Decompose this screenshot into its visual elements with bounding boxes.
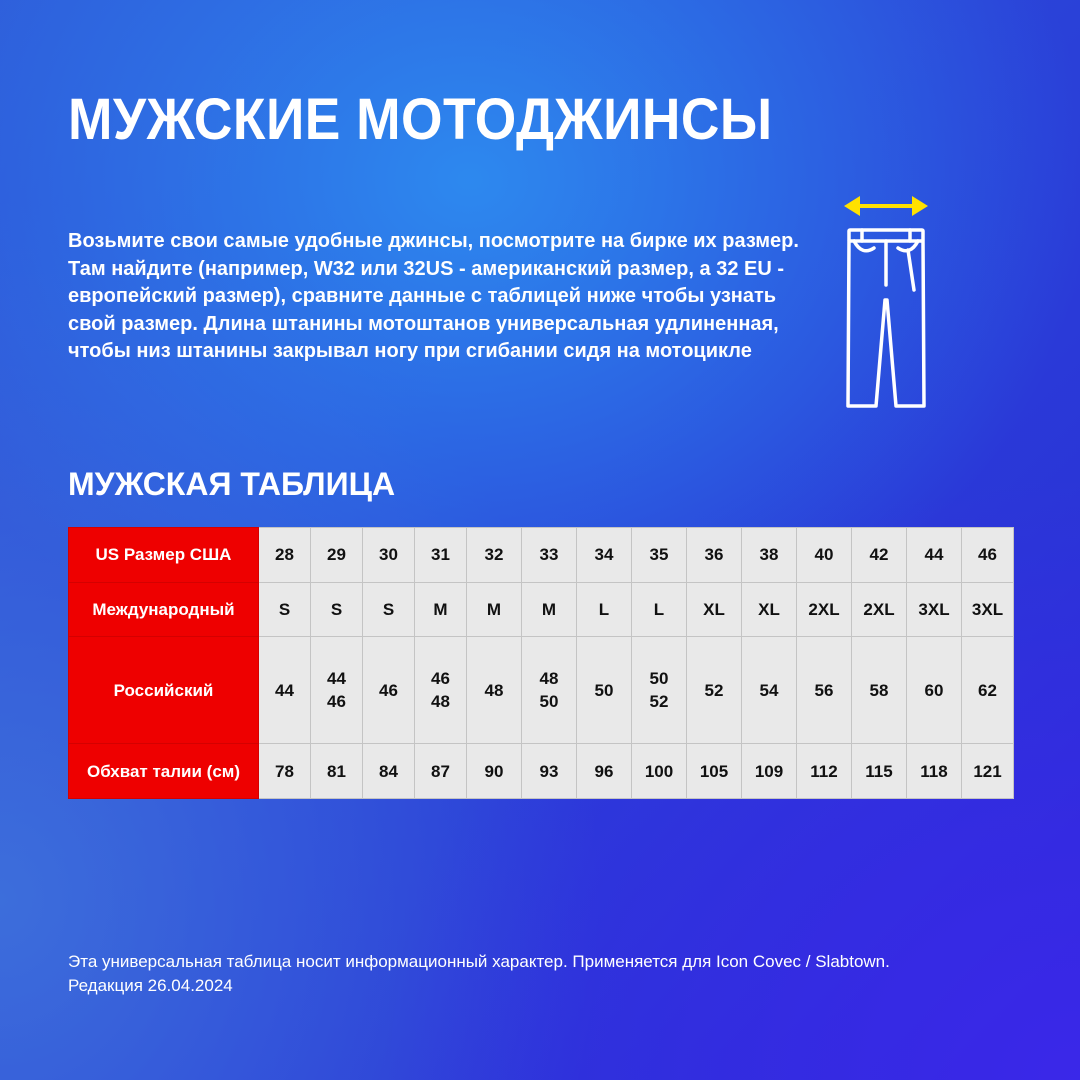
cell-value: 2XL xyxy=(808,599,840,619)
cell-value: 109 xyxy=(754,761,784,781)
cell-value: L xyxy=(598,599,610,619)
row-header: Российский xyxy=(69,637,259,744)
cell-value: 44 xyxy=(275,680,294,700)
table-cell xyxy=(632,744,687,799)
table-cell xyxy=(962,528,1014,583)
table-cell xyxy=(311,637,363,744)
table-cell xyxy=(907,528,962,583)
cell-value: 50 xyxy=(594,680,614,700)
table-cell xyxy=(687,637,742,744)
table-cell xyxy=(742,637,797,744)
table-cell xyxy=(687,744,742,799)
cell-value: 52 xyxy=(704,680,724,700)
table-cell xyxy=(415,637,467,744)
cell-value: 87 xyxy=(431,761,450,781)
table-cell xyxy=(363,528,415,583)
table-cell xyxy=(259,744,311,799)
cell-value: 90 xyxy=(484,761,504,781)
table-cell xyxy=(797,637,852,744)
table-cell xyxy=(259,582,311,637)
cell-value: L xyxy=(653,599,665,619)
table-cell xyxy=(415,582,467,637)
intro-text: Возьмите свои самые удобные джинсы, посмотрите на бирке их размер. Там найдите (например, W32 или 32US - американский размер, а 32 EU - европейский размер), сравните данные с таблицей ниже чтобы узнать свой размер. Длина штанины мотоштанов универсальная удлиненная, чтобы низ штанины закрывал ногу при сгибании сидя на мотоцикле xyxy=(68,230,799,362)
table-cell xyxy=(259,528,311,583)
cell-value: S xyxy=(330,599,343,619)
cell-value: 40 xyxy=(814,545,834,565)
table-cell xyxy=(742,528,797,583)
cell-value: XL xyxy=(703,599,725,619)
table-cell xyxy=(311,582,363,637)
cell-value: 78 xyxy=(275,761,294,781)
table-cell xyxy=(467,637,522,744)
cell-value: 52 xyxy=(649,692,669,712)
table-cell xyxy=(467,528,522,583)
table-row xyxy=(69,637,1014,744)
cell-value: 42 xyxy=(869,545,889,565)
table-cell xyxy=(577,582,632,637)
table-cell xyxy=(467,744,522,799)
cell-value: 96 xyxy=(594,761,614,781)
table-row xyxy=(69,582,1014,637)
table-cell xyxy=(415,528,467,583)
cell-value: M xyxy=(486,599,502,619)
table-cell xyxy=(363,744,415,799)
table-cell xyxy=(742,582,797,637)
cell-value: 46 xyxy=(431,669,450,689)
cell-value: 121 xyxy=(973,761,1002,781)
cell-value: 60 xyxy=(924,680,944,700)
row-header: US Размер США xyxy=(69,528,259,583)
page-title: МУЖСКИЕ МОТОДЖИНСЫ xyxy=(68,87,773,152)
table-cell xyxy=(632,528,687,583)
cell-value: 62 xyxy=(978,680,997,700)
table-cell xyxy=(467,582,522,637)
table-cell xyxy=(797,744,852,799)
cell-value: 35 xyxy=(649,545,669,565)
cell-value: M xyxy=(433,599,448,619)
cell-value: M xyxy=(541,599,557,619)
table-cell xyxy=(363,582,415,637)
table-cell xyxy=(852,637,907,744)
table-cell xyxy=(962,637,1014,744)
row-header: Обхват талии (см) xyxy=(69,744,259,799)
cell-value: 100 xyxy=(644,761,674,781)
table-cell xyxy=(577,744,632,799)
cell-value: 32 xyxy=(484,545,504,565)
table-cell xyxy=(311,744,363,799)
table-cell xyxy=(632,637,687,744)
cell-value: 112 xyxy=(810,761,838,781)
size-chart-table xyxy=(68,527,1014,799)
cell-value: 93 xyxy=(539,761,559,781)
footer-disclaimer: Эта универсальная таблица носит информационный характер. Применяется для Icon Covec / Slabtown. xyxy=(68,952,890,971)
cell-value: 30 xyxy=(379,545,398,565)
table-cell xyxy=(907,582,962,637)
cell-value: 50 xyxy=(649,669,669,689)
cell-value: 46 xyxy=(379,680,398,700)
table-title: МУЖСКАЯ ТАБЛИЦА xyxy=(68,466,396,502)
table-cell xyxy=(687,528,742,583)
table-cell xyxy=(522,582,577,637)
jeans-waist-measurement-icon xyxy=(836,190,936,414)
cell-value: 46 xyxy=(978,545,997,565)
cell-value: S xyxy=(278,599,291,619)
cell-value: 44 xyxy=(327,669,346,689)
cell-value: 36 xyxy=(704,545,724,565)
cell-value: 84 xyxy=(379,761,398,781)
table-cell xyxy=(852,528,907,583)
table-cell xyxy=(797,582,852,637)
table-cell xyxy=(962,744,1014,799)
table-cell xyxy=(577,637,632,744)
table-row xyxy=(69,744,1014,799)
table-cell xyxy=(852,744,907,799)
table-cell xyxy=(962,582,1014,637)
row-header: Международный xyxy=(69,582,259,637)
table-cell xyxy=(577,528,632,583)
table-cell xyxy=(259,637,311,744)
table-cell xyxy=(522,744,577,799)
cell-value: 2XL xyxy=(863,599,895,619)
table-cell xyxy=(415,744,467,799)
cell-value: 56 xyxy=(814,680,834,700)
cell-value: 58 xyxy=(869,680,889,700)
cell-value: 44 xyxy=(924,545,944,565)
footer-revision-date: Редакция 26.04.2024 xyxy=(68,976,233,995)
table-cell xyxy=(311,528,363,583)
cell-value: 33 xyxy=(539,545,559,565)
cell-value: 54 xyxy=(759,680,779,700)
cell-value: 105 xyxy=(699,761,729,781)
cell-value: XL xyxy=(758,599,780,619)
table-cell xyxy=(522,528,577,583)
table-cell xyxy=(907,744,962,799)
footer-note xyxy=(68,950,1028,998)
cell-value: 48 xyxy=(484,680,504,700)
cell-value: 28 xyxy=(275,545,294,565)
cell-value: 118 xyxy=(920,761,948,781)
cell-value: 3XL xyxy=(918,599,950,619)
cell-value: 46 xyxy=(327,692,346,712)
cell-value: 115 xyxy=(865,761,893,781)
table-cell xyxy=(363,637,415,744)
table-cell xyxy=(852,582,907,637)
cell-value: 34 xyxy=(594,545,614,565)
table-cell xyxy=(797,528,852,583)
cell-value: 38 xyxy=(759,545,779,565)
cell-value: S xyxy=(382,599,395,619)
waist-arrow-icon xyxy=(844,196,928,216)
cell-value: 50 xyxy=(539,692,559,712)
cell-value: 48 xyxy=(539,669,559,689)
table-cell xyxy=(907,637,962,744)
cell-value: 29 xyxy=(327,545,346,565)
cell-value: 48 xyxy=(431,692,450,712)
table-cell xyxy=(687,582,742,637)
table-row xyxy=(69,528,1014,583)
table-cell xyxy=(632,582,687,637)
cell-value: 3XL xyxy=(971,599,1004,619)
table-cell xyxy=(742,744,797,799)
cell-value: 81 xyxy=(327,761,346,781)
cell-value: 31 xyxy=(431,545,450,565)
table-cell xyxy=(522,637,577,744)
